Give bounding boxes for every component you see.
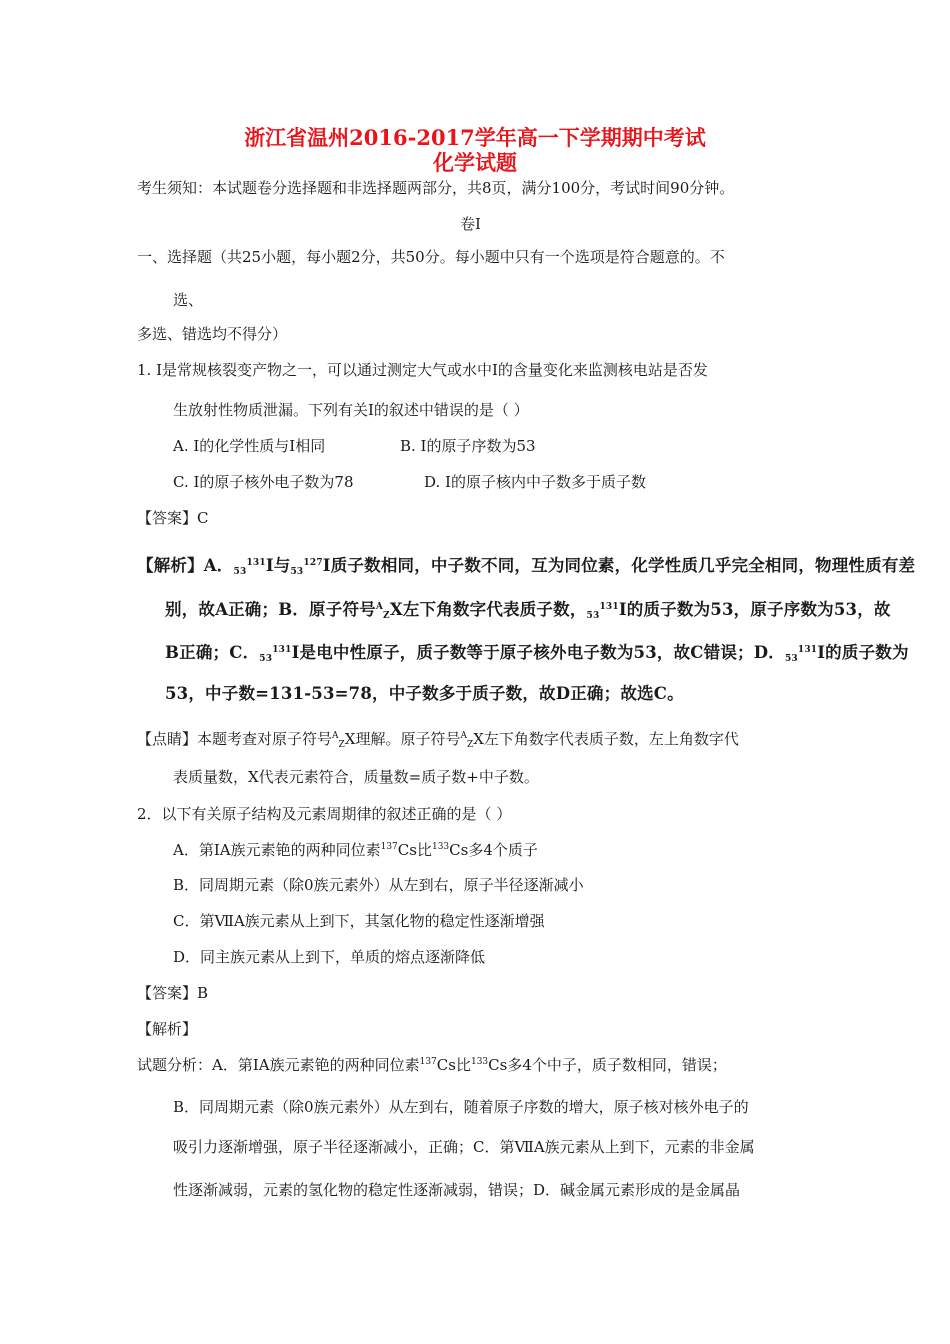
q1-option-d: D. I的原子核内中子数多于质子数 — [424, 473, 646, 491]
section-heading-line1: 一、选择题（共25小题，每小题2分，共50分。每小题中只有一个选项是符合题意的。不 — [137, 248, 725, 266]
volume-label: 卷Ⅰ — [460, 215, 481, 233]
q1-option-a: A. I的化学性质与I相同 — [173, 437, 326, 455]
q1-analysis-line1: 【解析】A．$_{53}^{131}$I与$_{53}^{127}$I质子数相同，中子数不同，互为同位素，化学性质几乎完全相同，物理性质有差 — [137, 556, 916, 577]
q1-option-c: C. I的原子核外电子数为78 — [173, 473, 354, 491]
section-heading-line3: 多选、错选均不得分） — [137, 325, 288, 343]
q1-comment-line1: 【点睛】本题考查对原子符号$^A_Z$X理解。原子符号$^A_Z$X左下角数字代表质子数，左上角数字代 — [137, 730, 739, 750]
q2-option-c: C．第ⅦA族元素从上到下，其氢化物的稳定性逐渐增强 — [173, 912, 545, 930]
document-title: 浙江省温州2016-2017学年高一下学期期中考试 — [244, 125, 706, 150]
q1-option-b: B. I的原子序数为53 — [400, 437, 536, 455]
q1-analysis-line3: B正确；C．$_{53}^{131}$I是电中性原子，质子数等于原子核外电子数为53，故C错误；D．$_{53}^{131}$I的质子数为 — [165, 643, 909, 664]
q2-option-d: D．同主族元素从上到下，单质的熔点逐渐降低 — [173, 948, 486, 966]
q1-stem-line1: 1. I是常规核裂变产物之一，可以通过测定大气或水中I的含量变化来监测核电站是否发 — [137, 361, 708, 379]
q2-option-a: A．第ⅠA族元素铯的两种同位素$^{137}$Cs比$^{133}$Cs多4个质子 — [173, 841, 538, 859]
q2-analysis-line1: 试题分析：A．第IA族元素铯的两种同位素$^{137}$Cs比$^{133}$Cs多4个中子，质子数相同，错误； — [137, 1056, 727, 1074]
q1-comment-line2: 表质量数，X代表元素符合，质量数=质子数+中子数。 — [173, 768, 539, 786]
q2-analysis-label: 【解析】 — [137, 1020, 198, 1038]
document-subtitle: 化学试题 — [433, 150, 517, 175]
q1-analysis-line2: 别，故A正确；B．原子符号$^A_Z$X左下角数字代表质子数，$_{53}^{131}$I的质子数为53，原子序数为53，故 — [165, 600, 891, 621]
q1-answer: 【答案】C — [137, 509, 209, 527]
q2-analysis-line2: B．同周期元素（除0族元素外）从左到右，随着原子序数的增大，原子核对核外电子的 — [173, 1098, 749, 1116]
q2-stem: 2．以下有关原子结构及元素周期律的叙述正确的是（ ） — [137, 805, 512, 823]
q2-option-b: B．同周期元素（除0族元素外）从左到右，原子半径逐渐减小 — [173, 876, 584, 894]
q2-answer: 【答案】B — [137, 984, 209, 1002]
q1-analysis-line4: 53，中子数=131-53=78，中子数多于质子数，故D正确；故选C。 — [165, 684, 684, 703]
section-heading-line2: 选、 — [173, 291, 204, 309]
q1-stem-line2: 生放射性物质泄漏。下列有关I的叙述中错误的是（ ） — [173, 401, 529, 419]
exam-notice: 考生须知：本试题卷分选择题和非选择题两部分，共8页，满分100分，考试时间90分钟。 — [137, 179, 735, 197]
q2-analysis-line4: 性逐渐减弱，元素的氢化物的稳定性逐渐减弱，错误；D．碱金属元素形成的是金属晶 — [173, 1181, 741, 1199]
q2-analysis-line3: 吸引力逐渐增强，原子半径逐渐减小，正确；C．第ⅦA族元素从上到下，元素的非金属 — [173, 1138, 755, 1156]
